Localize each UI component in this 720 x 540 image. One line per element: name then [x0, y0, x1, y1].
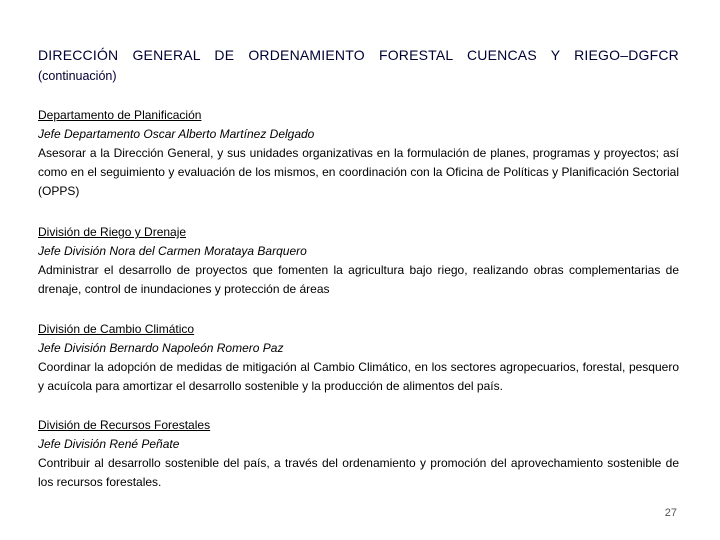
section-head: Jefe División Bernardo Napoleón Romero Paz	[38, 341, 284, 355]
section-head: Jefe Departamento Oscar Alberto Martínez Delgado	[38, 127, 315, 141]
section-planificacion	[38, 106, 679, 201]
section-description: Administrar el desarrollo de proyectos que fomenten la agricultura bajo riego, realizando obras complementarias de drenaje, control de inundaciones y protección de áreas	[38, 263, 679, 296]
section-title: División de Riego y Drenaje	[38, 225, 187, 239]
section-cambio-climatico	[38, 320, 679, 396]
section-title: División de Recursos Forestales	[38, 418, 211, 432]
section-head: Jefe División Nora del Carmen Morataya Barquero	[38, 244, 307, 258]
page-subtitle: (continuación)	[38, 69, 117, 83]
section-recursos-forestales	[38, 416, 679, 492]
section-title: División de Cambio Climático	[38, 322, 195, 336]
section-title: Departamento de Planificación	[38, 108, 202, 122]
section-description: Asesorar a la Dirección General, y sus unidades organizativas en la formulación de planes, programas y proyectos; así como en el seguimiento y evaluación de los mismos, en coordinación con la Oficina de Políticas y Planificación Sectorial (OPPS)	[38, 146, 679, 198]
section-riego-drenaje	[38, 223, 679, 299]
section-description: Coordinar la adopción de medidas de mitigación al Cambio Climático, en los sectores agropecuarios, forestal, pesquero y acuícola para amortizar el desarrollo sostenible y la producción de alimentos del país.	[38, 360, 679, 393]
page-title: DIRECCIÓN GENERAL DE ORDENAMIENTO FORESTAL CUENCAS Y RIEGO–DGFCR	[38, 47, 679, 63]
page-number: 27	[664, 507, 677, 519]
section-head: Jefe División René Peñate	[38, 437, 180, 451]
section-description: Contribuir al desarrollo sostenible del país, a través del ordenamiento y promoción del aprovechamiento sostenible de los recursos forestales.	[38, 456, 679, 489]
